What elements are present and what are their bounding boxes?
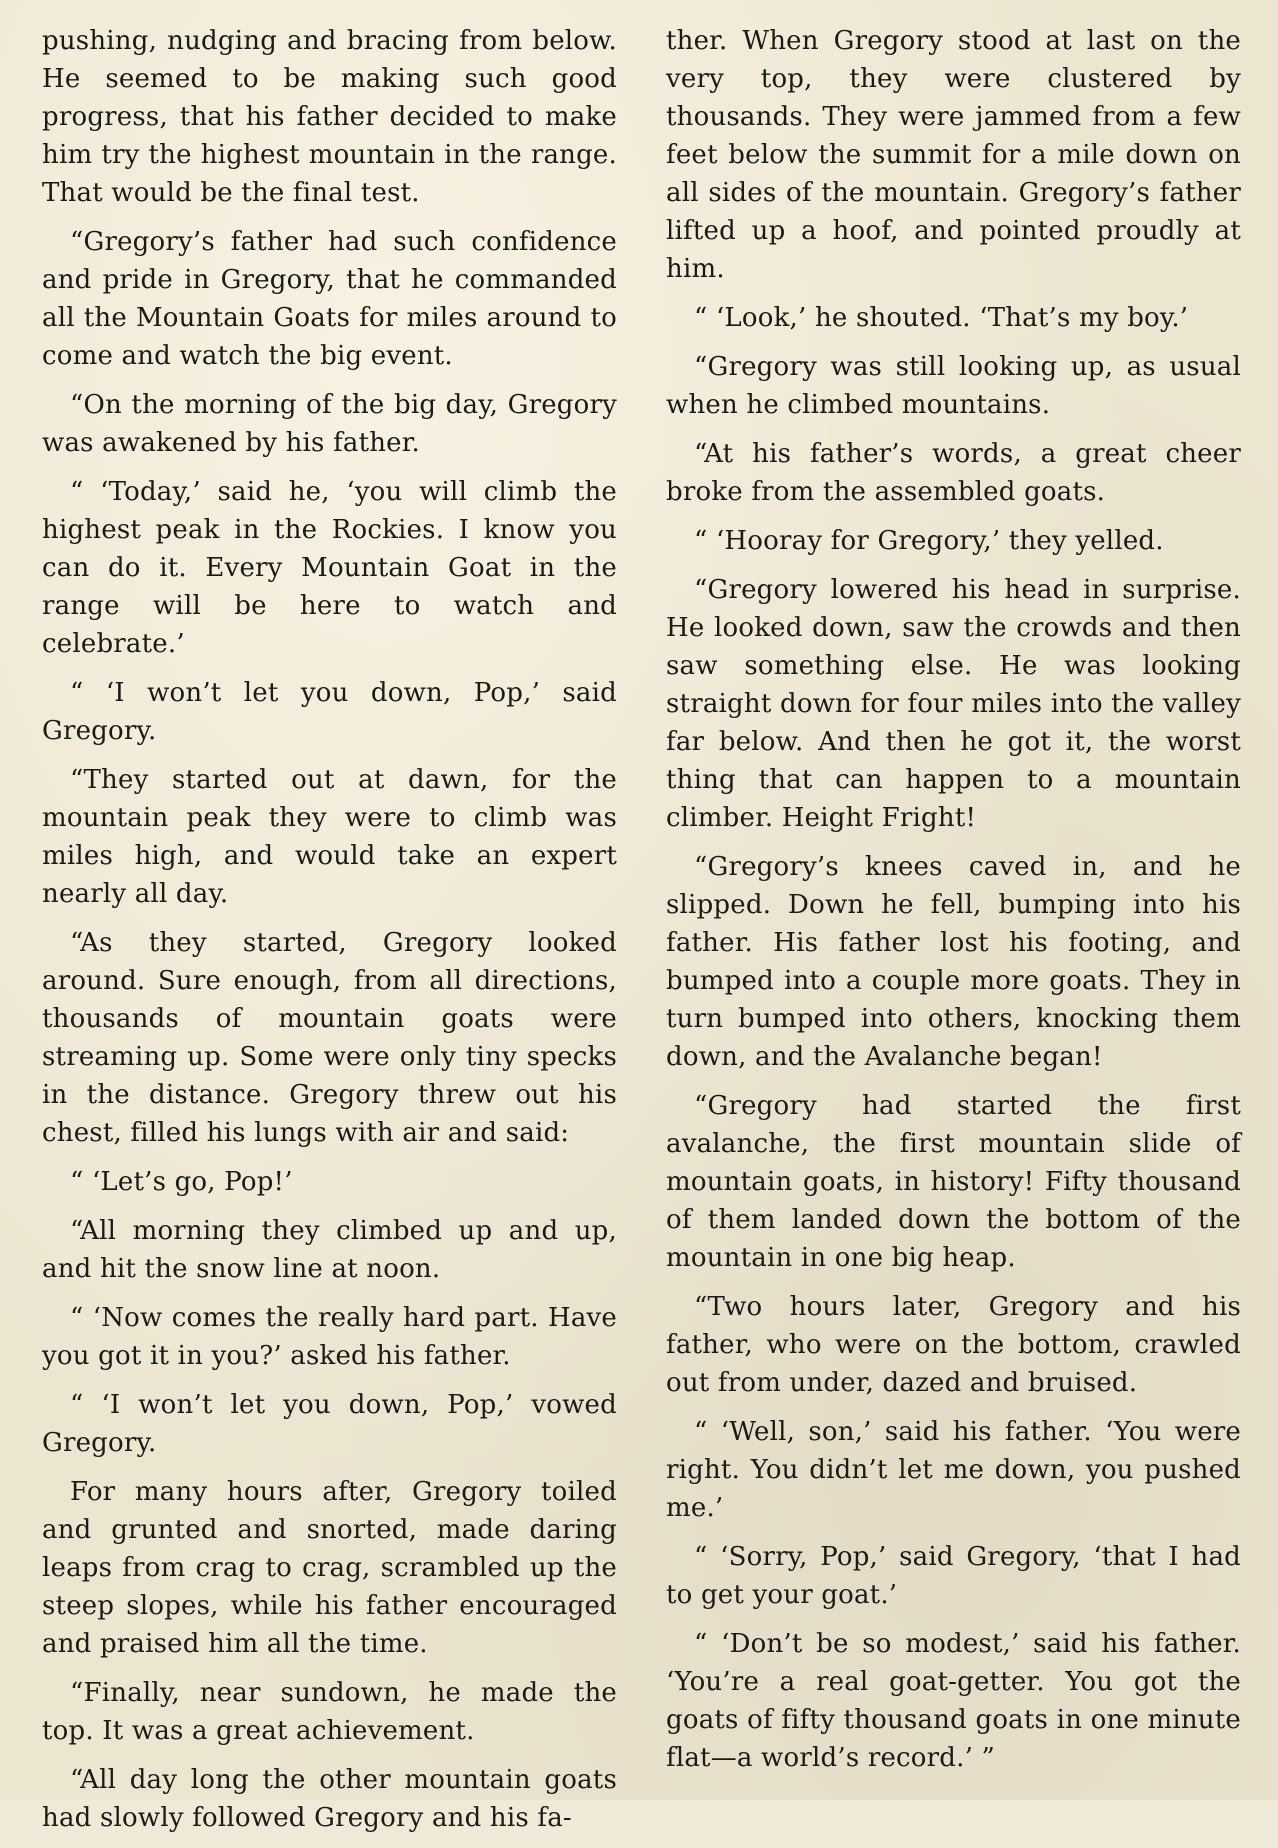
paragraph: “They started out at dawn, for the mountain peak they were to climb was miles high, and would take an expert nearly all day. <box>42 765 617 909</box>
paragraph: “All morning they climbed up and up, and hit the snow line at noon. <box>42 1216 617 1284</box>
paragraph: “Two hours later, Gregory and his father, who were on the bottom, crawled out from under, dazed and bruised. <box>666 1292 1241 1398</box>
paragraph: “ ‘Hooray for Gregory,’ they yelled. <box>694 526 1164 556</box>
left-column <box>42 22 617 1848</box>
paragraph: “At his father’s words, a great cheer broke from the assembled goats. <box>666 439 1241 507</box>
paragraph: ther. When Gregory stood at last on the very top, they were clustered by thousands. They were jammed from a few feet below the summit for a mile down on all sides of the mountain. Gregory’s father lifted up a hoof, and pointed proudly at him. <box>666 26 1241 284</box>
paragraph: “Gregory’s knees caved in, and he slipped. Down he fell, bumping into his father. His father lost his footing, and bumped into a couple more goats. They in turn bumped into others, knocking them down, and the Avalanche began! <box>666 852 1241 1072</box>
paragraph: “Gregory’s father had such confidence and pride in Gregory, that he commanded all the Mountain Goats for miles around to come and watch the big event. <box>42 227 617 371</box>
paragraph: “ ‘Look,’ he shouted. ‘That’s my boy.’ <box>694 303 1189 333</box>
paragraph: For many hours after, Gregory toiled and grunted and snorted, made daring leaps from crag to crag, scrambled up the steep slopes, while his father encouraged and praised him all the time. <box>42 1477 617 1659</box>
right-column <box>666 22 1241 1788</box>
paragraph: “As they started, Gregory looked around. Sure enough, from all directions, thousands of mountain goats were streaming up. Some were only tiny specks in the distance. Gregory threw out his chest, filled his lungs with air and said: <box>42 928 617 1148</box>
paragraph: “ ‘Let’s go, Pop!’ <box>70 1167 293 1197</box>
paragraph: “Gregory had started the first avalanche, the first mountain slide of mountain goats, in history! Fifty thousand of them landed down the bottom of the mountain in one big heap. <box>666 1091 1241 1273</box>
paragraph: “ ‘I won’t let you down, Pop,’ vowed Gregory. <box>42 1390 617 1458</box>
paragraph: “Gregory lowered his head in surprise. He looked down, saw the crowds and then saw something else. He was looking straight down for four miles into the valley far below. And then he got it, the worst thing that can happen to a mountain climber. Height Fright! <box>666 575 1241 833</box>
paragraph: “ ‘Today,’ said he, ‘you will climb the highest peak in the Rockies. I know you can do it. Every Mountain Goat in the range will be here to watch and celebrate.’ <box>42 477 617 659</box>
paragraph: “ ‘I won’t let you down, Pop,’ said Gregory. <box>42 678 617 746</box>
paragraph: “Finally, near sundown, he made the top. It was a great achievement. <box>42 1678 617 1746</box>
paragraph: “ ‘Well, son,’ said his father. ‘You were right. You didn’t let me down, you pushed me.’ <box>666 1417 1241 1523</box>
paragraph: “On the morning of the big day, Gregory was awakened by his father. <box>42 390 617 458</box>
paragraph: pushing, nudging and bracing from below. He seemed to be making such good progress, that his father decided to make him try the highest mountain in the range. That would be the final test. <box>42 26 617 208</box>
paragraph: “All day long the other mountain goats had slowly followed Gregory and his fa- <box>42 1765 617 1833</box>
paragraph: “ ‘Sorry, Pop,’ said Gregory, ‘that I had to get your goat.’ <box>666 1542 1241 1610</box>
paragraph: “ ‘Don’t be so modest,’ said his father. ‘You’re a real goat-getter. You got the goats of fifty thousand goats in one minute flat—a world’s record.’ ” <box>666 1629 1241 1773</box>
paragraph: “ ‘Now comes the really hard part. Have you got it in you?’ asked his father. <box>42 1303 617 1371</box>
paragraph: “Gregory was still looking up, as usual when he climbed mountains. <box>666 352 1241 420</box>
